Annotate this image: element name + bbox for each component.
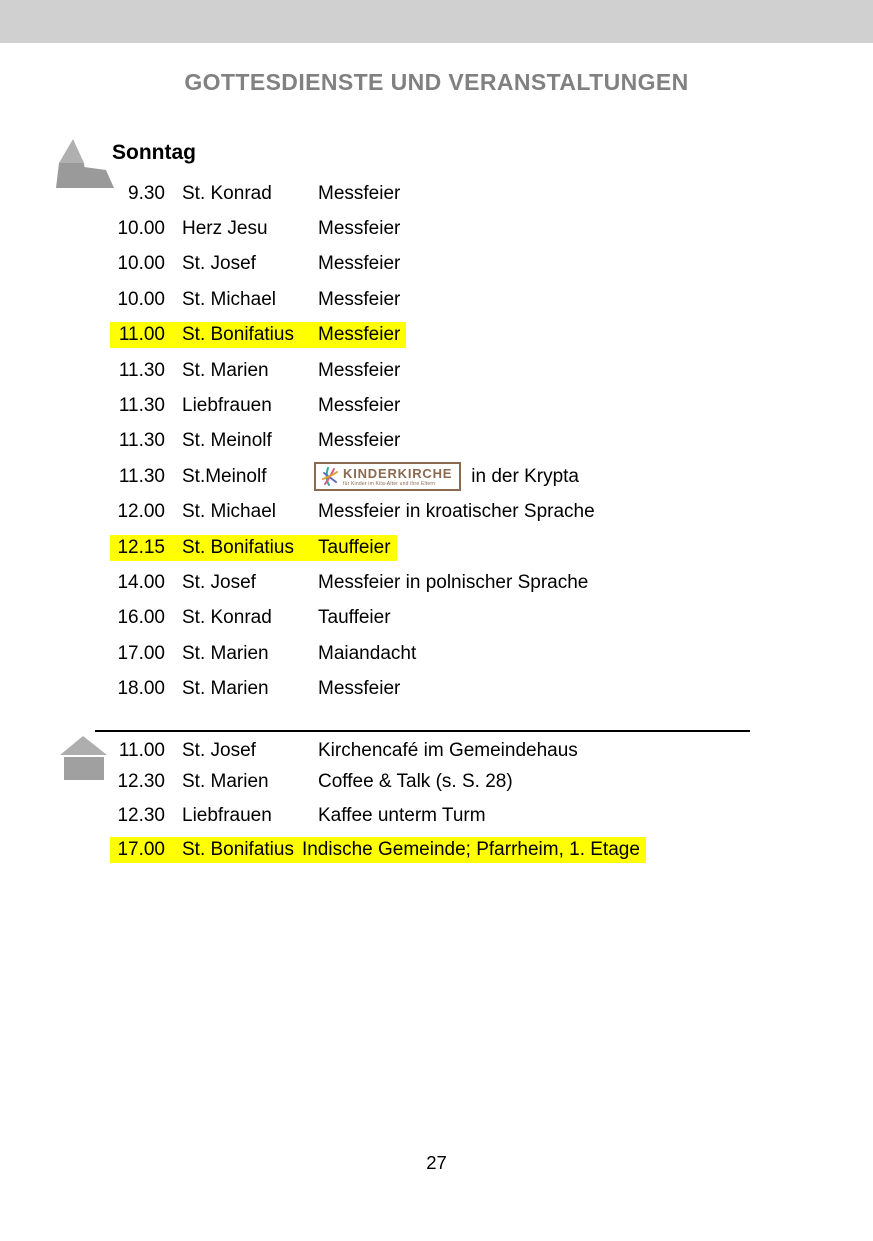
page-title: GOTTESDIENSTE UND VERANSTALTUNGEN — [184, 69, 689, 95]
schedule-row — [110, 247, 601, 282]
cafe-row-highlighted — [110, 835, 646, 865]
row-place: St. Josef — [182, 571, 256, 593]
schedule-row — [110, 424, 601, 459]
row-event: Messfeier — [318, 218, 401, 240]
row-event: Messfeier — [318, 182, 401, 204]
row-place: St. Bonifatius — [182, 536, 294, 558]
row-event: Messfeier — [318, 359, 401, 381]
row-time: 12.30 — [117, 771, 165, 792]
row-place: St. Marien — [182, 678, 269, 700]
row-time: 12.00 — [117, 501, 165, 523]
top-gray-bar — [0, 0, 873, 43]
row-event: Messfeier — [318, 430, 401, 452]
row-place: Herz Jesu — [182, 218, 268, 240]
row-place: St. Michael — [182, 501, 276, 523]
section-heading-sonntag: Sonntag — [112, 141, 196, 164]
row-time: 16.00 — [117, 607, 165, 629]
schedule-row — [110, 565, 601, 600]
row-event: Messfeier — [318, 678, 401, 700]
schedule-row — [110, 176, 601, 211]
schedule-row — [110, 388, 601, 423]
schedule-row-kinderkirche — [110, 459, 601, 494]
row-time: 11.00 — [118, 740, 165, 761]
row-time: 10.00 — [117, 253, 165, 275]
row-time: 11.30 — [118, 359, 165, 381]
kinderkirche-tagline: für Kinder im Kita-Alter und ihre Eltern — [343, 480, 436, 487]
row-event: Tauffeier — [318, 607, 391, 629]
row-event: Kirchencafé im Gemeindehaus — [318, 740, 578, 761]
schedule-row — [110, 601, 601, 636]
schedule-row — [110, 495, 601, 530]
row-event: Maiandacht — [318, 642, 417, 664]
row-time: 11.30 — [118, 430, 165, 452]
schedule-row-highlighted — [110, 530, 601, 565]
cafe-row — [110, 767, 519, 797]
row-place: St. Josef — [182, 740, 256, 761]
row-time: 11.30 — [118, 395, 165, 417]
kinderkirche-badge — [314, 462, 461, 491]
schedule-row — [110, 211, 601, 246]
row-event: Messfeier — [318, 253, 401, 275]
row-time: 10.00 — [117, 288, 165, 310]
row-place: Liebfrauen — [182, 395, 272, 417]
row-place: St. Marien — [182, 359, 269, 381]
cafe-row — [110, 801, 492, 831]
row-event-text: in der Krypta — [471, 465, 580, 487]
row-event: Indische Gemeinde; Pfarrheim, 1. Etage — [301, 839, 640, 860]
row-place: St. Marien — [182, 771, 269, 792]
row-event: Messfeier — [318, 395, 401, 417]
row-place: St. Josef — [182, 253, 256, 275]
schedule-row-highlighted — [110, 318, 601, 353]
row-event: Messfeier — [318, 324, 401, 346]
row-time: 17.00 — [117, 839, 165, 860]
row-place: St. Bonifatius — [182, 324, 294, 346]
schedule-row — [110, 353, 601, 388]
section-divider-line — [95, 730, 750, 732]
row-time: 11.00 — [118, 324, 165, 346]
row-event: Tauffeier — [318, 536, 391, 558]
page-number: 27 — [426, 1152, 447, 1173]
row-place: St. Konrad — [182, 182, 272, 204]
row-place: St. Konrad — [182, 607, 272, 629]
row-place: Liebfrauen — [182, 805, 272, 826]
row-time: 11.30 — [118, 465, 165, 487]
row-event: Coffee & Talk (s. S. 28) — [318, 771, 513, 792]
kinderkirche-label: KINDERKIRCHE — [343, 465, 453, 481]
kinderkirche-logo-icon — [321, 466, 338, 487]
row-place: St. Bonifatius — [182, 839, 294, 860]
house-icon — [60, 734, 108, 780]
row-event — [318, 462, 579, 491]
row-event: Kaffee unterm Turm — [318, 805, 486, 826]
row-time: 12.15 — [117, 536, 165, 558]
cafe-row — [110, 736, 584, 766]
schedule-row — [110, 282, 601, 317]
row-time: 17.00 — [117, 642, 165, 664]
row-time: 18.00 — [117, 678, 165, 700]
row-place: St. Marien — [182, 642, 269, 664]
row-event: Messfeier in kroatischer Sprache — [318, 501, 595, 523]
church-icon — [56, 139, 116, 188]
row-time: 14.00 — [117, 571, 165, 593]
row-event: Messfeier — [318, 288, 401, 310]
schedule-row — [110, 636, 601, 671]
row-place: St. Meinolf — [182, 430, 272, 452]
row-place: St. Michael — [182, 288, 276, 310]
schedule-row — [110, 671, 601, 706]
row-event: Messfeier in polnischer Sprache — [318, 571, 589, 593]
row-time: 12.30 — [117, 805, 165, 826]
row-time: 9.30 — [128, 182, 165, 204]
row-place: St.Meinolf — [182, 465, 267, 487]
kinderkirche-badge-text — [343, 467, 452, 487]
row-time: 10.00 — [117, 218, 165, 240]
sunday-schedule — [110, 176, 601, 707]
